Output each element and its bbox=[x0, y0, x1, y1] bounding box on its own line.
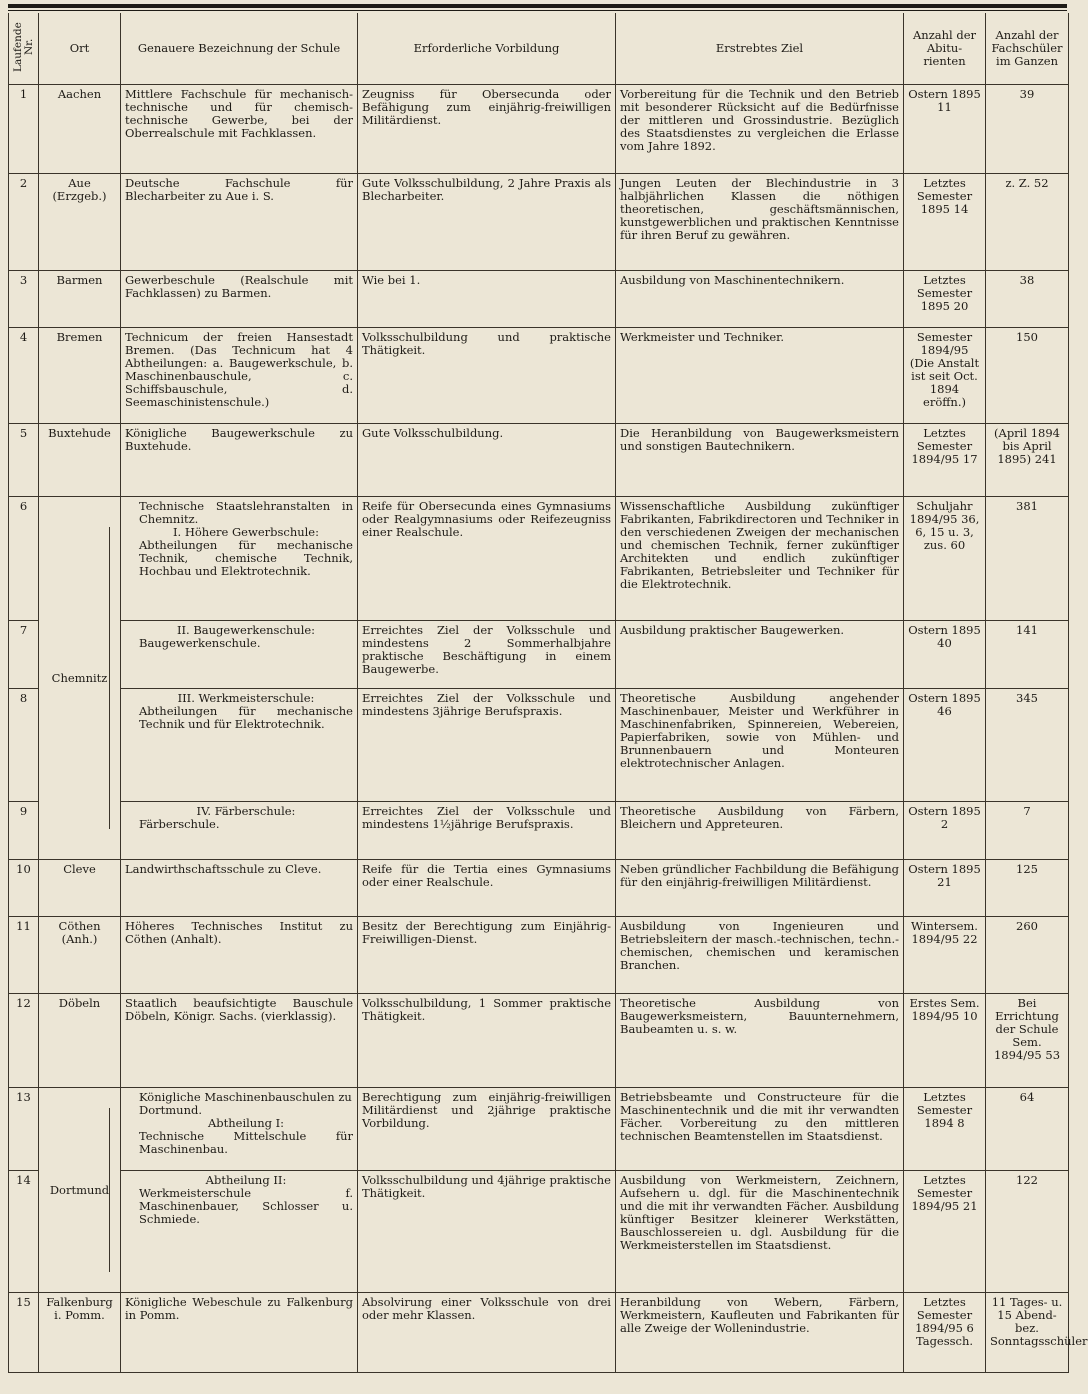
row-ort: Falkenburg i. Pomm. bbox=[39, 1293, 121, 1373]
row-abiturienten: Letztes Semester 1894/95 17 bbox=[904, 424, 986, 497]
row-nr: 10 bbox=[9, 860, 39, 917]
row-vorbildung: Wie bei 1. bbox=[358, 271, 616, 328]
row-nr: 3 bbox=[9, 271, 39, 328]
row-bezeichnung: Deutsche Fachschule für Blecharbeiter zu Aue i. S. bbox=[121, 174, 358, 271]
row-bezeichnung: Höheres Technisches Institut zu Cöthen (Anhalt). bbox=[121, 917, 358, 994]
row-fachschueler: z. Z. 52 bbox=[986, 174, 1069, 271]
row-ziel: Ausbildung von Maschinentechnikern. bbox=[616, 271, 904, 328]
table-row bbox=[9, 917, 1069, 994]
row-nr: 6 bbox=[9, 497, 39, 621]
row-nr: 7 bbox=[9, 621, 39, 689]
row-ort-group-chemnitz bbox=[39, 497, 121, 860]
department-title: II. Baugewerkenschule: bbox=[176, 623, 316, 637]
row-ziel: Jungen Leuten der Blechindustrie in 3 halbjährlichen Klassen die nöthigen theoretischen, geschäftsmännischen, kunstgewerblichen und praktischen Kenntnisse für ihren Beruf zu gewähren. bbox=[616, 174, 904, 271]
row-ort-group-dortmund bbox=[39, 1088, 121, 1293]
row-vorbildung: Volksschulbildung, 1 Sommer praktische Thätigkeit. bbox=[358, 994, 616, 1088]
department-title: I. Höhere Gewerbschule: bbox=[173, 525, 319, 539]
row-bezeichnung bbox=[121, 497, 358, 621]
row-vorbildung: Berechtigung zum einjährig-freiwilligen Militärdienst und 2jährige praktische Vorbildung. bbox=[358, 1088, 616, 1171]
table-row bbox=[9, 621, 1069, 689]
row-abiturienten: Wintersem. 1894/95 22 bbox=[904, 917, 986, 994]
department-title: Abtheilung II: bbox=[205, 1173, 287, 1187]
row-abiturienten: Ostern 1895 46 bbox=[904, 689, 986, 802]
row-abiturienten: Semester 1894/95 (Die Anstalt ist seit Oct. 1894 eröffn.) bbox=[904, 328, 986, 424]
row-abiturienten: Letztes Semester 1894/95 6 Tagessch. bbox=[904, 1293, 986, 1373]
school-name: Königliche Maschinenbauschulen zu Dortmund. bbox=[139, 1090, 352, 1117]
row-bezeichnung: Gewerbeschule (Realschule mit Fachklassen) zu Barmen. bbox=[121, 271, 358, 328]
row-ziel: Theoretische Ausbildung von Baugewerksmeistern, Bauunternehmern, Baubeamten u. s. w. bbox=[616, 994, 904, 1088]
row-fachschueler: 260 bbox=[986, 917, 1069, 994]
table-row bbox=[9, 689, 1069, 802]
row-abiturienten: Letztes Semester 1895 20 bbox=[904, 271, 986, 328]
row-nr: 1 bbox=[9, 85, 39, 174]
row-abiturienten: Letztes Semester 1895 14 bbox=[904, 174, 986, 271]
row-ort: Buxtehude bbox=[39, 424, 121, 497]
header-row bbox=[9, 13, 1069, 85]
group-label: Dortmund bbox=[49, 1182, 110, 1197]
row-nr: 11 bbox=[9, 917, 39, 994]
row-ziel: Theoretische Ausbildung angehender Maschinenbauer, Meister und Werkführer in Maschinenfabriken, Spinnereien, Webereien, Papierfabriken, sowie von Mühlen- und Brunnenbauern und Monteuren elektrotechnischer Anlagen. bbox=[616, 689, 904, 802]
row-fachschueler: 150 bbox=[986, 328, 1069, 424]
table-row bbox=[9, 994, 1069, 1088]
row-bezeichnung: Landwirthschaftsschule zu Cleve. bbox=[121, 860, 358, 917]
department-detail: Färberschule. bbox=[139, 817, 220, 831]
table-row bbox=[9, 1171, 1069, 1293]
row-ziel: Werkmeister und Techniker. bbox=[616, 328, 904, 424]
row-ziel: Vorbereitung für die Technik und den Betrieb mit besonderer Rücksicht auf die Bedürfnisse der mittleren und Grossindustrie. Bezüglich des Staatsdienstes zu vergleichen die Erlasse vom Jahre 1892. bbox=[616, 85, 904, 174]
row-nr: 13 bbox=[9, 1088, 39, 1171]
row-abiturienten: Letztes Semester 1894 8 bbox=[904, 1088, 986, 1171]
department-detail: Baugewerkenschule. bbox=[139, 636, 261, 650]
row-ort: Aue (Erzgeb.) bbox=[39, 174, 121, 271]
brace-decoration bbox=[109, 527, 118, 829]
row-ziel: Theoretische Ausbildung von Färbern, Bleichern und Appreteuren. bbox=[616, 802, 904, 860]
table-row bbox=[9, 802, 1069, 860]
row-abiturienten: Ostern 1895 21 bbox=[904, 860, 986, 917]
row-nr: 4 bbox=[9, 328, 39, 424]
row-ziel: Ausbildung praktischer Baugewerken. bbox=[616, 621, 904, 689]
department-detail: Technische Mittelschule für Maschinenbau. bbox=[139, 1129, 353, 1156]
row-bezeichnung: Technicum der freien Hansestadt Bremen. (Das Technicum hat 4 Abtheilungen: a. Baugewerkschule, b. Maschinenbauschule, c. Schiffsbauschule, d. Seemaschinistenschule.) bbox=[121, 328, 358, 424]
header-ort: Ort bbox=[39, 13, 121, 85]
table-row bbox=[9, 1293, 1069, 1373]
department-detail: Abtheilungen für mechanische Technik, chemische Technik, Hochbau und Elektrotechnik. bbox=[139, 538, 353, 578]
row-nr: 8 bbox=[9, 689, 39, 802]
row-vorbildung: Volksschulbildung und praktische Thätigkeit. bbox=[358, 328, 616, 424]
row-ziel: Neben gründlicher Fachbildung die Befähigung für den einjährig-freiwilligen Militärdienst. bbox=[616, 860, 904, 917]
school-name: Technische Staatslehranstalten in Chemnitz. bbox=[139, 499, 353, 526]
row-ziel: Ausbildung von Ingenieuren und Betriebsleitern der masch.-technischen, techn.-chemischen, chemischen und keramischen Branchen. bbox=[616, 917, 904, 994]
table-row bbox=[9, 497, 1069, 621]
header-fachschueler: Anzahl der Fachschüler im Ganzen bbox=[986, 13, 1069, 85]
row-bezeichnung bbox=[121, 1088, 358, 1171]
row-nr: 12 bbox=[9, 994, 39, 1088]
row-fachschueler: 345 bbox=[986, 689, 1069, 802]
department-detail: Werkmeisterschule f. Maschinenbauer, Schlosser u. Schmiede. bbox=[139, 1186, 353, 1226]
row-ort: Cleve bbox=[39, 860, 121, 917]
row-ort: Barmen bbox=[39, 271, 121, 328]
row-nr: 15 bbox=[9, 1293, 39, 1373]
table-row bbox=[9, 85, 1069, 174]
department-detail: Abtheilungen für mechanische Technik und für Elektrotechnik. bbox=[139, 704, 353, 731]
row-fachschueler: (April 1894 bis April 1895) 241 bbox=[986, 424, 1069, 497]
row-fachschueler: 381 bbox=[986, 497, 1069, 621]
row-bezeichnung bbox=[121, 621, 358, 689]
row-abiturienten: Ostern 1895 2 bbox=[904, 802, 986, 860]
row-fachschueler: 7 bbox=[986, 802, 1069, 860]
row-fachschueler: 38 bbox=[986, 271, 1069, 328]
header-ziel: Erstrebtes Ziel bbox=[616, 13, 904, 85]
department-title: IV. Färberschule: bbox=[196, 804, 296, 818]
row-bezeichnung: Königliche Baugewerkschule zu Buxtehude. bbox=[121, 424, 358, 497]
row-fachschueler: Bei Errichtung der Schule Sem. 1894/95 53 bbox=[986, 994, 1069, 1088]
table-row bbox=[9, 328, 1069, 424]
row-nr: 5 bbox=[9, 424, 39, 497]
row-vorbildung: Zeugniss für Obersecunda oder Befähigung zum einjährig-freiwilligen Militärdienst. bbox=[358, 85, 616, 174]
row-ort: Döbeln bbox=[39, 994, 121, 1088]
row-vorbildung: Volksschulbildung und 4jährige praktische Thätigkeit. bbox=[358, 1171, 616, 1293]
schools-table bbox=[8, 13, 1088, 1373]
row-abiturienten: Letztes Semester 1894/95 21 bbox=[904, 1171, 986, 1293]
table-row bbox=[9, 424, 1069, 497]
group-label: Chemnitz bbox=[51, 670, 108, 685]
table-row bbox=[9, 860, 1069, 917]
row-bezeichnung bbox=[121, 1171, 358, 1293]
row-vorbildung: Absolvirung einer Volksschule von drei oder mehr Klassen. bbox=[358, 1293, 616, 1373]
row-fachschueler: 64 bbox=[986, 1088, 1069, 1171]
row-vorbildung: Erreichtes Ziel der Volksschule und mindestens 3jährige Berufspraxis. bbox=[358, 689, 616, 802]
department-title: Abtheilung I: bbox=[207, 1116, 285, 1130]
row-bezeichnung bbox=[121, 802, 358, 860]
row-ort: Cöthen (Anh.) bbox=[39, 917, 121, 994]
row-bezeichnung: Königliche Webeschule zu Falkenburg in Pomm. bbox=[121, 1293, 358, 1373]
row-bezeichnung: Staatlich beaufsichtigte Bauschule Döbeln, Königr. Sachs. (vierklassig). bbox=[121, 994, 358, 1088]
row-vorbildung: Erreichtes Ziel der Volksschule und mindestens 2 Sommerhalbjahre praktische Beschäftigung in einem Baugewerbe. bbox=[358, 621, 616, 689]
header-abiturienten: Anzahl der Abitu-rienten bbox=[904, 13, 986, 85]
header-vorbildung: Erforderliche Vorbildung bbox=[358, 13, 616, 85]
row-fachschueler: 122 bbox=[986, 1171, 1069, 1293]
row-vorbildung: Gute Volksschulbildung, 2 Jahre Praxis als Blecharbeiter. bbox=[358, 174, 616, 271]
row-ziel: Wissenschaftliche Ausbildung zukünftiger Fabrikanten, Fabrikdirectoren und Techniker in den verschiedenen Zweigen der mechanischen und chemischen Technik, ferner zukünftiger Architekten und endlich zukünftiger Fabrikanten, Betriebsleiter und Techniker für die Elektrotechnik. bbox=[616, 497, 904, 621]
row-ort: Bremen bbox=[39, 328, 121, 424]
row-ziel: Betriebsbeamte und Constructeure für die Maschinentechnik und die mit ihr verwandten Fächer. Vorbereitung zu den mittleren technischen Beamtenstellen im Staatsdienst. bbox=[616, 1088, 904, 1171]
table-row bbox=[9, 271, 1069, 328]
row-vorbildung: Erreichtes Ziel der Volksschule und mindestens 1½jährige Berufspraxis. bbox=[358, 802, 616, 860]
row-ziel: Heranbildung von Webern, Färbern, Werkmeistern, Kaufleuten und Fabrikanten für alle Zweige der Wollenindustrie. bbox=[616, 1293, 904, 1373]
row-vorbildung: Besitz der Berechtigung zum Einjährig-Freiwilligen-Dienst. bbox=[358, 917, 616, 994]
row-nr: 9 bbox=[9, 802, 39, 860]
row-ort: Aachen bbox=[39, 85, 121, 174]
row-ziel: Die Heranbildung von Baugewerksmeistern und sonstigen Bautechnikern. bbox=[616, 424, 904, 497]
top-double-rule bbox=[8, 4, 1067, 8]
row-abiturienten: Ostern 1895 11 bbox=[904, 85, 986, 174]
row-nr: 14 bbox=[9, 1171, 39, 1293]
table-row bbox=[9, 174, 1069, 271]
row-fachschueler: 39 bbox=[986, 85, 1069, 174]
row-vorbildung: Reife für Obersecunda eines Gymnasiums oder Realgymnasiums oder Reifezeugniss einer Realschule. bbox=[358, 497, 616, 621]
brace-decoration bbox=[109, 1108, 118, 1272]
row-vorbildung: Gute Volksschulbildung. bbox=[358, 424, 616, 497]
row-fachschueler: 141 bbox=[986, 621, 1069, 689]
row-fachschueler: 11 Tages- u. 15 Abend- bez. Sonntagsschüler bbox=[986, 1293, 1069, 1373]
header-bezeichnung: Genauere Bezeichnung der Schule bbox=[121, 13, 358, 85]
row-abiturienten: Schuljahr 1894/95 36, 6, 15 u. 3, zus. 60 bbox=[904, 497, 986, 621]
row-abiturienten: Ostern 1895 40 bbox=[904, 621, 986, 689]
row-ziel: Ausbildung von Werkmeistern, Zeichnern, Aufsehern u. dgl. für die Maschinentechnik und die mit ihr verwandten Fächer. Ausbildung künftiger Besitzer kleinerer Werkstätten, Bauschlossereien u. dgl. Ausbildung für die Werkmeisterstellen im Staatsdienst. bbox=[616, 1171, 904, 1293]
department-title: III. Werkmeisterschule: bbox=[177, 691, 315, 705]
row-abiturienten: Erstes Sem. 1894/95 10 bbox=[904, 994, 986, 1088]
top-thin-rule bbox=[8, 10, 1067, 11]
table-row bbox=[9, 1088, 1069, 1171]
header-nr: Laufende Nr. bbox=[9, 13, 39, 85]
row-bezeichnung bbox=[121, 689, 358, 802]
row-bezeichnung: Mittlere Fachschule für mechanisch-technische und für chemisch-technische Gewerbe, bei der Oberrealschule mit Fachklassen. bbox=[121, 85, 358, 174]
row-vorbildung: Reife für die Tertia eines Gymnasiums oder einer Realschule. bbox=[358, 860, 616, 917]
row-nr: 2 bbox=[9, 174, 39, 271]
row-fachschueler: 125 bbox=[986, 860, 1069, 917]
